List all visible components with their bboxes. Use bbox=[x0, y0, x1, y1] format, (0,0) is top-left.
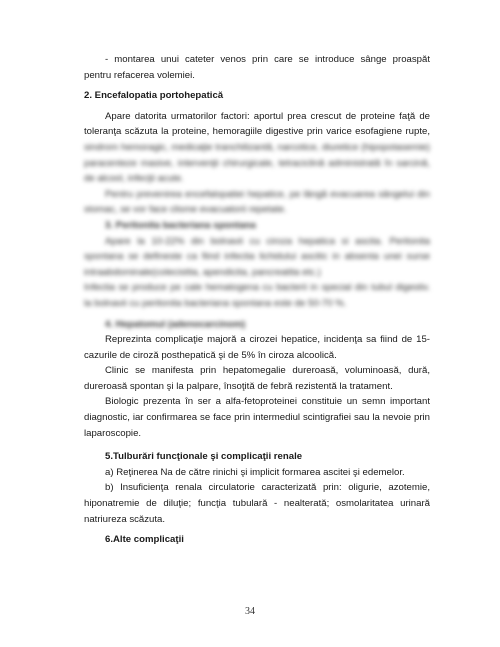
paragraph-line: Pentru prevenirea encefalopatiei hepatice, pe lângă evacuarea sângelui din bbox=[105, 188, 430, 200]
paragraph-line: cazurile de ciroză posthepatică şi de 5% în ciroza alcoolică. bbox=[84, 349, 337, 361]
paragraph-line: Biologic prezenta în ser a alfa-fetoproteinei constituie un semn important bbox=[105, 396, 430, 408]
paragraph-line: toleranţa scăzuta la proteine, hemoragiile digestive prin varice esofagiene rupte, bbox=[84, 126, 430, 138]
section-heading: 3. Peritonita bacteriana spontana bbox=[105, 219, 256, 231]
paragraph-line: laparoscopie. bbox=[84, 427, 142, 439]
paragraph-line: dureroasă spontan şi la palpare, însoţită de febră rezistentă la tratament. bbox=[84, 380, 393, 392]
paragraph-line: stomac, se vor face clisme evacuatorii repetate. bbox=[84, 204, 287, 216]
paragraph-line: b) Insuficienţa renala circulatorie caracterizată prin: oligurie, azotemie, bbox=[105, 482, 430, 494]
paragraph-line: Clinic se manifesta prin hepatomegalie dureroasă, voluminoasă, dură, bbox=[105, 365, 430, 377]
paragraph-line: spontana se defineste ca fiind infectia lichidului ascitic in absenta unei surse bbox=[84, 251, 430, 263]
section-heading: 5.Tulburări funcţionale şi complicaţii renale bbox=[105, 451, 303, 463]
paragraph-spacer bbox=[84, 441, 430, 449]
section-heading: 2. Encefalopatia portohepatică bbox=[84, 90, 224, 102]
document-body bbox=[84, 52, 430, 548]
paragraph-line: hiponatremie de diluţie; funcţia tubulară - nealterată; osmolaritatea urinară bbox=[84, 498, 430, 510]
section-heading: 4. Hepatomul (adenocarcinom) bbox=[105, 318, 246, 330]
paragraph-line: diagnostic, iar confirmarea se face prin intermediul scintigrafiei sau la nevoie prin bbox=[84, 412, 430, 424]
section-heading: 6.Alte complicaţii bbox=[105, 534, 184, 546]
paragraph-line: de alcool, infecţii acute. bbox=[84, 173, 184, 185]
paragraph-line: a) Reţinerea Na de către rinichi şi implicit formarea ascitei şi edemelor. bbox=[105, 466, 405, 478]
page-number: 34 bbox=[245, 606, 255, 617]
paragraph-line: intraabdominale(colecistita, apendicita, pancreatita etc.) bbox=[84, 266, 321, 278]
paragraph-line: - montarea unui cateter venos prin care se introduce sânge proaspăt bbox=[105, 54, 430, 65]
paragraph-line: Infectia se produce pe cale hematogena cu bacterii in special din tubul digestiv. bbox=[84, 282, 430, 294]
paragraph-line: pentru refacerea volemiei. bbox=[84, 69, 195, 81]
paragraph-line: natriureza scăzuta. bbox=[84, 513, 166, 525]
paragraph-line: paracenteze masive, intervenţii chirurgicale, tetraciclină administrată în sarcină, bbox=[84, 157, 430, 169]
paragraph-line: Apare la 10-22% din bolnavii cu ciroza hepatica si ascita. Peritonita bbox=[105, 235, 430, 247]
paragraph-line: Reprezinta complicaţie majoră a cirozei hepatice, incidenţa sa fiind de 15- bbox=[105, 334, 430, 346]
paragraph-line: Apare datorita urmatorilor factori: aportul prea crescut de proteine faţă de bbox=[105, 110, 430, 122]
paragraph-line: la bolnavii cu peritonita bacteriana spontana este de 50-70 %. bbox=[84, 297, 347, 309]
paragraph-line: sindrom hemoragic, medicaţie tranchilizantă, narcotice, diuretice (hipopotasemie) bbox=[84, 141, 430, 153]
